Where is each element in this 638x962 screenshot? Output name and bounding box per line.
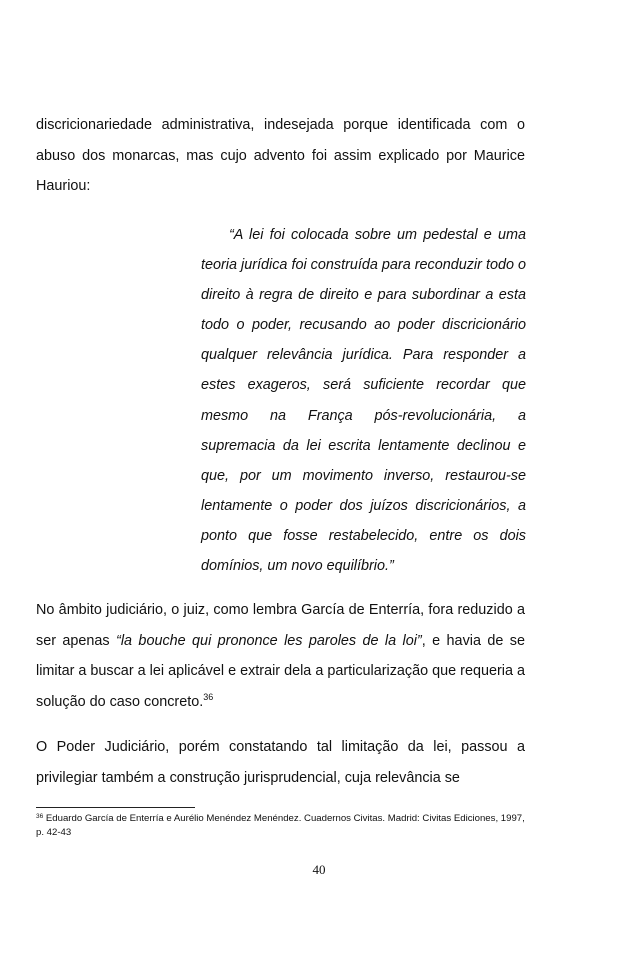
footnote <box>36 812 525 839</box>
footnote-separator <box>36 807 195 808</box>
footnote-number: 36 <box>36 813 44 820</box>
paragraph-bottom: O Poder Judiciário, porém constatando tal limitação da lei, passou a privilegiar também a construção jurisprudencial, cuja relevância se <box>36 739 525 786</box>
paragraph-middle-text-before: No âmbito judiciário, o juiz, como lembra García de Enterría, fora reduzido a ser apenas <box>36 602 525 649</box>
footnote-text: Eduardo García de Enterría e Aurélio Menéndez Menéndez. Cuadernos Civitas. Madrid: Civitas Ediciones, 1997, p. 42-43 <box>36 813 525 838</box>
paragraph-top: discricionariedade administrativa, indesejada porque identificada com o abuso dos monarcas, mas cujo advento foi assim explicado por Maurice Hauriou: <box>36 117 525 194</box>
french-citation: “la bouche qui prononce les paroles de la loi” <box>116 632 422 649</box>
page-number: 40 <box>312 862 326 877</box>
block-quote-text: “A lei foi colocada sobre um pedestal e uma teoria jurídica foi construída para reconduzir todo o direito à regra de direito e para subordinar a esta todo o poder, recusando ao poder discricionário qualquer relevância jurídica. Para responder a estes exageros, será suficiente recordar que mesmo na França pós-revolucionária, a supremacia da lei escrita lentamente declinou e que, por um movimento inverso, restaurou-se lentamente o poder dos juízos discricionários, a ponto que fosse restabelecido, entre os dois domínios, um novo equilíbrio.” <box>201 227 526 575</box>
footnote-reference: 36 <box>203 691 214 702</box>
block-quote <box>201 220 526 581</box>
paragraph-middle <box>36 595 525 717</box>
paragraph-middle-text-after: , e havia de se limitar a buscar a lei aplicável e extrair dela a particularização que requeria a solução do caso concreto. <box>36 632 525 710</box>
